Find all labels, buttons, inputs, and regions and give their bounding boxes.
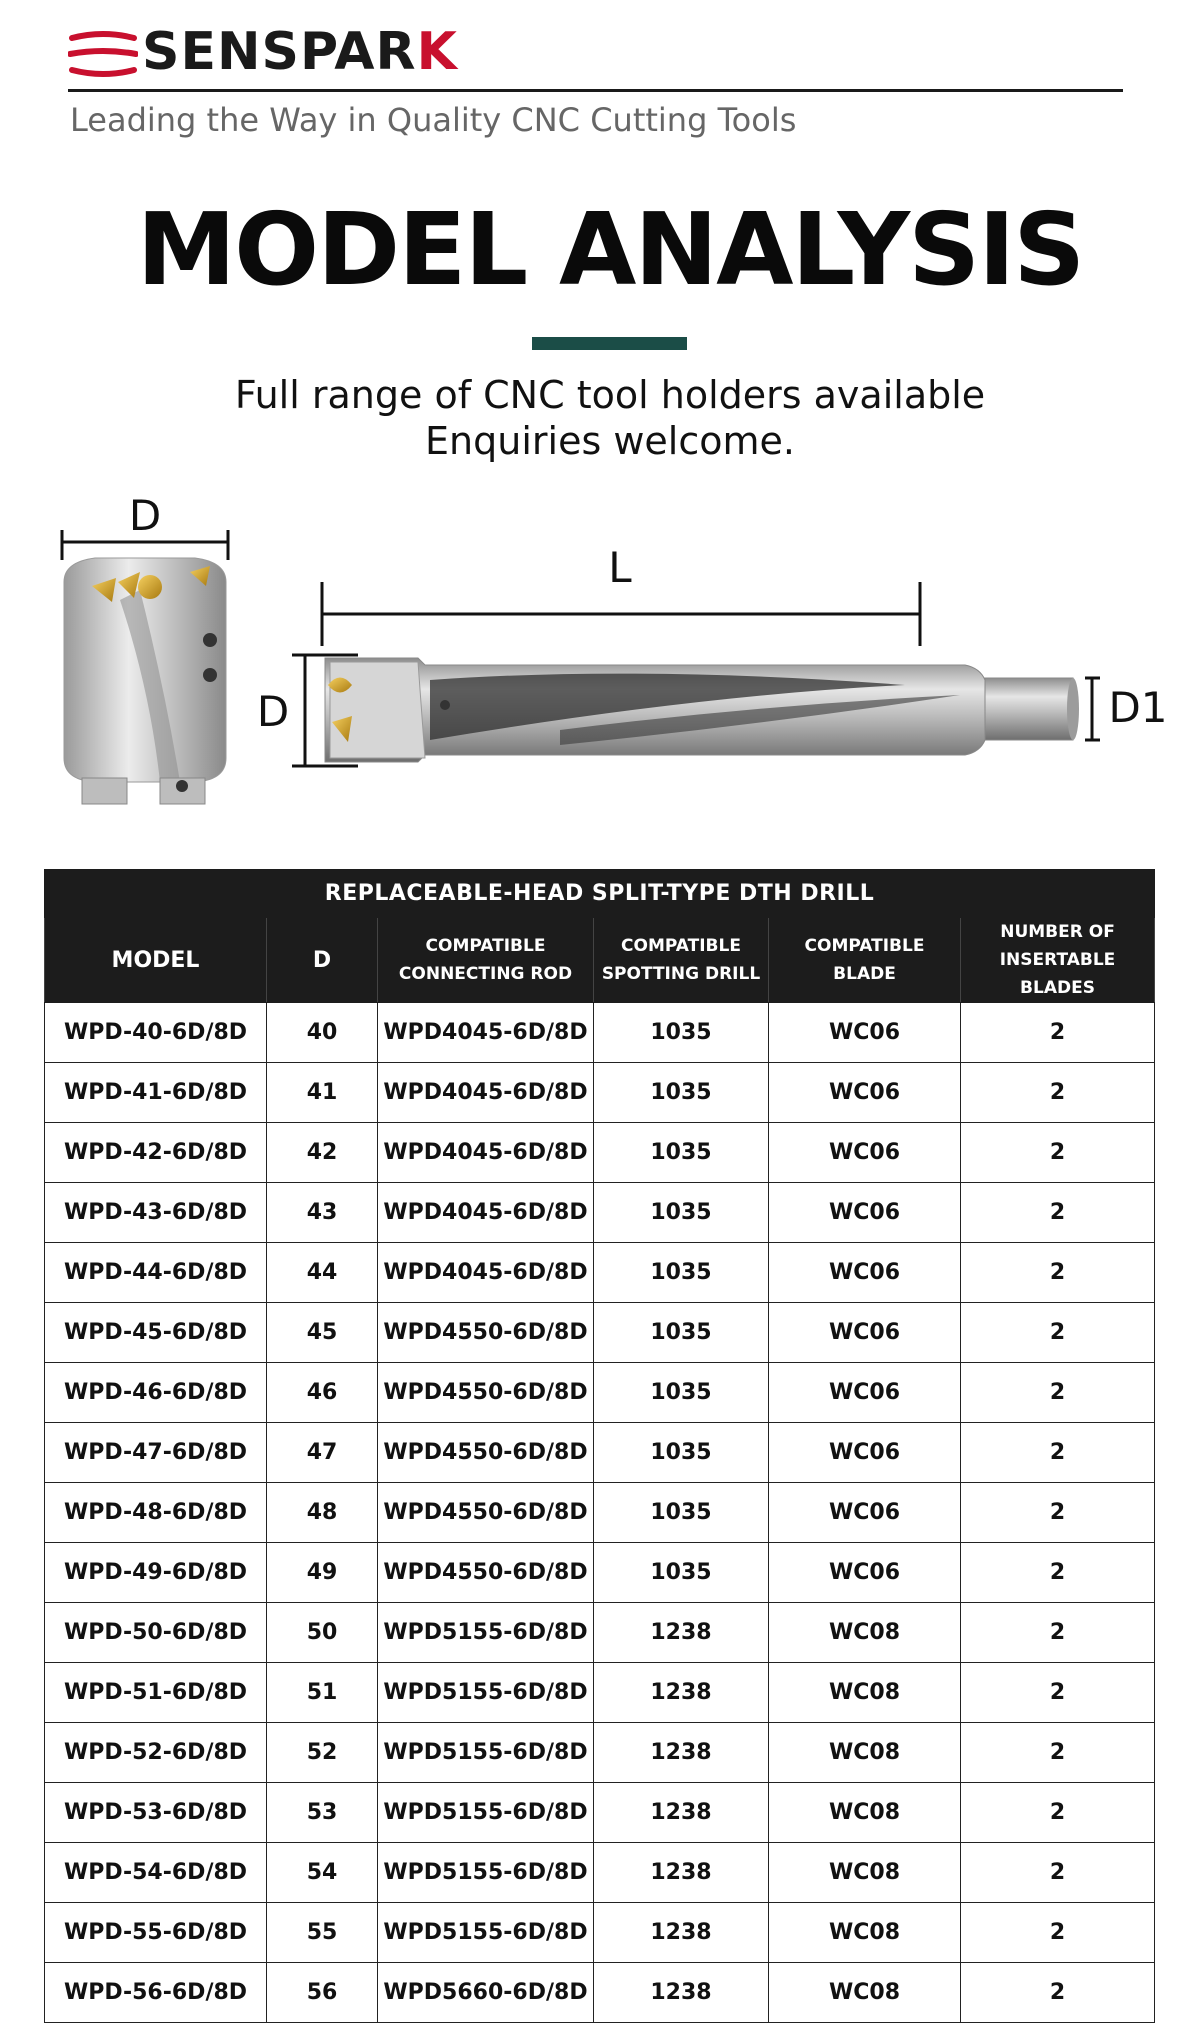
cell-blade: WC06 — [769, 1543, 961, 1603]
cell-rod: WPD5155-6D/8D — [378, 1783, 594, 1843]
cell-spot: 1238 — [594, 1963, 769, 2023]
cell-spot: 1035 — [594, 1363, 769, 1423]
cell-d: 41 — [267, 1063, 378, 1123]
cell-d: 46 — [267, 1363, 378, 1423]
cell-model: WPD-54-6D/8D — [45, 1843, 267, 1903]
cell-spot: 1035 — [594, 1483, 769, 1543]
cell-rod: WPD4550-6D/8D — [378, 1303, 594, 1363]
header-connecting-rod: COMPATIBLE CONNECTING ROD — [378, 918, 594, 1003]
length-label: L — [608, 543, 632, 592]
header-number-of-blades: NUMBER OF INSERTABLE BLADES — [961, 918, 1155, 1003]
subtitle-line-2: Enquiries welcome. — [425, 419, 795, 463]
cell-d: 49 — [267, 1543, 378, 1603]
cell-num: 2 — [961, 1183, 1155, 1243]
table-row — [45, 1423, 1155, 1483]
cell-rod: WPD4045-6D/8D — [378, 1003, 594, 1063]
page-header — [0, 0, 1200, 150]
cell-rod: WPD5155-6D/8D — [378, 1843, 594, 1903]
cell-blade: WC08 — [769, 1663, 961, 1723]
cell-model: WPD-52-6D/8D — [45, 1723, 267, 1783]
header-model: MODEL — [45, 918, 267, 1003]
drill-dimension-diagram — [0, 490, 1200, 810]
table-row — [45, 1063, 1155, 1123]
cell-d: 52 — [267, 1723, 378, 1783]
drill-diameter-label: D — [256, 687, 290, 736]
table-row — [45, 1903, 1155, 1963]
table-row — [45, 1003, 1155, 1063]
drill-body-image — [292, 582, 1100, 766]
cell-blade: WC06 — [769, 1303, 961, 1363]
cell-d: 45 — [267, 1303, 378, 1363]
cell-model: WPD-44-6D/8D — [45, 1243, 267, 1303]
cell-model: WPD-42-6D/8D — [45, 1123, 267, 1183]
cell-rod: WPD4550-6D/8D — [378, 1423, 594, 1483]
cell-spot: 1035 — [594, 1423, 769, 1483]
brand-tagline: Leading the Way in Quality CNC Cutting Tools — [70, 101, 797, 139]
table-row — [45, 1123, 1155, 1183]
cell-num: 2 — [961, 1483, 1155, 1543]
cell-d: 40 — [267, 1003, 378, 1063]
cell-d: 42 — [267, 1123, 378, 1183]
cell-model: WPD-50-6D/8D — [45, 1603, 267, 1663]
cell-d: 47 — [267, 1423, 378, 1483]
cell-model: WPD-56-6D/8D — [45, 1963, 267, 2023]
cell-model: WPD-49-6D/8D — [45, 1543, 267, 1603]
cell-rod: WPD4045-6D/8D — [378, 1183, 594, 1243]
cell-num: 2 — [961, 1063, 1155, 1123]
cell-num: 2 — [961, 1123, 1155, 1183]
cell-spot: 1035 — [594, 1543, 769, 1603]
cell-blade: WC06 — [769, 1003, 961, 1063]
table-row — [45, 1963, 1155, 2023]
cell-model: WPD-43-6D/8D — [45, 1183, 267, 1243]
cell-blade: WC08 — [769, 1723, 961, 1783]
header-blade: COMPATIBLE BLADE — [769, 918, 961, 1003]
cell-blade: WC06 — [769, 1183, 961, 1243]
cell-num: 2 — [961, 1423, 1155, 1483]
table-row — [45, 1543, 1155, 1603]
header-d: D — [267, 918, 378, 1003]
cell-d: 51 — [267, 1663, 378, 1723]
cell-model: WPD-40-6D/8D — [45, 1003, 267, 1063]
cell-spot: 1238 — [594, 1723, 769, 1783]
table-row — [45, 1483, 1155, 1543]
table-row — [45, 1663, 1155, 1723]
cell-spot: 1238 — [594, 1603, 769, 1663]
cell-num: 2 — [961, 1243, 1155, 1303]
cell-d: 43 — [267, 1183, 378, 1243]
cell-num: 2 — [961, 1303, 1155, 1363]
cell-rod: WPD5155-6D/8D — [378, 1603, 594, 1663]
head-diameter-label: D — [128, 491, 162, 540]
cell-rod: WPD4045-6D/8D — [378, 1123, 594, 1183]
cell-model: WPD-55-6D/8D — [45, 1903, 267, 1963]
table-caption: REPLACEABLE-HEAD SPLIT-TYPE DTH DRILL — [45, 870, 1155, 918]
cell-d: 50 — [267, 1603, 378, 1663]
cell-d: 48 — [267, 1483, 378, 1543]
cell-model: WPD-41-6D/8D — [45, 1063, 267, 1123]
cell-model: WPD-48-6D/8D — [45, 1483, 267, 1543]
cell-model: WPD-51-6D/8D — [45, 1663, 267, 1723]
cell-spot: 1035 — [594, 1003, 769, 1063]
cell-blade: WC08 — [769, 1783, 961, 1843]
cell-d: 56 — [267, 1963, 378, 2023]
cell-blade: WC06 — [769, 1363, 961, 1423]
cell-num: 2 — [961, 1723, 1155, 1783]
cell-num: 2 — [961, 1543, 1155, 1603]
title-accent-bar — [532, 337, 687, 350]
cell-spot: 1035 — [594, 1063, 769, 1123]
cell-spot: 1035 — [594, 1123, 769, 1183]
cell-num: 2 — [961, 1003, 1155, 1063]
cell-blade: WC06 — [769, 1243, 961, 1303]
table-row — [45, 1783, 1155, 1843]
header-divider — [68, 89, 1123, 92]
cell-rod: WPD4550-6D/8D — [378, 1543, 594, 1603]
cell-num: 2 — [961, 1963, 1155, 2023]
table-row — [45, 1183, 1155, 1243]
table-row — [45, 1603, 1155, 1663]
cell-rod: WPD5155-6D/8D — [378, 1663, 594, 1723]
cell-rod: WPD5155-6D/8D — [378, 1723, 594, 1783]
shank-diameter-label: D1 — [1108, 683, 1168, 732]
three-red-swoosh-lines-icon — [68, 28, 138, 78]
cell-blade: WC08 — [769, 1603, 961, 1663]
cell-d: 53 — [267, 1783, 378, 1843]
cell-num: 2 — [961, 1843, 1155, 1903]
cell-num: 2 — [961, 1663, 1155, 1723]
cell-blade: WC06 — [769, 1423, 961, 1483]
cell-spot: 1238 — [594, 1843, 769, 1903]
table-row — [45, 1303, 1155, 1363]
subtitle — [0, 372, 1200, 464]
cell-rod: WPD4045-6D/8D — [378, 1243, 594, 1303]
cell-blade: WC06 — [769, 1483, 961, 1543]
page-title: MODEL ANALYSIS — [136, 191, 1084, 308]
cell-model: WPD-53-6D/8D — [45, 1783, 267, 1843]
cell-spot: 1238 — [594, 1783, 769, 1843]
cell-num: 2 — [961, 1903, 1155, 1963]
cell-model: WPD-47-6D/8D — [45, 1423, 267, 1483]
cell-num: 2 — [961, 1603, 1155, 1663]
subtitle-line-1: Full range of CNC tool holders available — [234, 373, 986, 417]
cell-blade: WC08 — [769, 1843, 961, 1903]
cell-d: 44 — [267, 1243, 378, 1303]
cell-spot: 1238 — [594, 1903, 769, 1963]
drill-head-image — [62, 530, 228, 804]
table-row — [45, 1363, 1155, 1423]
table-row — [45, 1843, 1155, 1903]
cell-rod: WPD4550-6D/8D — [378, 1363, 594, 1423]
brand-logo-text: SENSPARK — [142, 22, 458, 82]
cell-num: 2 — [961, 1363, 1155, 1423]
cell-rod: WPD4045-6D/8D — [378, 1063, 594, 1123]
cell-spot: 1035 — [594, 1243, 769, 1303]
cell-blade: WC08 — [769, 1963, 961, 2023]
cell-rod: WPD5660-6D/8D — [378, 1963, 594, 2023]
cell-blade: WC06 — [769, 1063, 961, 1123]
cell-d: 55 — [267, 1903, 378, 1963]
cell-model: WPD-45-6D/8D — [45, 1303, 267, 1363]
cell-d: 54 — [267, 1843, 378, 1903]
cell-blade: WC06 — [769, 1123, 961, 1183]
table-row — [45, 1723, 1155, 1783]
table-row — [45, 1243, 1155, 1303]
cell-num: 2 — [961, 1783, 1155, 1843]
cell-spot: 1035 — [594, 1183, 769, 1243]
cell-blade: WC08 — [769, 1903, 961, 1963]
spec-table — [44, 869, 1155, 2023]
cell-spot: 1035 — [594, 1303, 769, 1363]
cell-model: WPD-46-6D/8D — [45, 1363, 267, 1423]
header-spotting-drill: COMPATIBLE SPOTTING DRILL — [594, 918, 769, 1003]
cell-rod: WPD5155-6D/8D — [378, 1903, 594, 1963]
cell-spot: 1238 — [594, 1663, 769, 1723]
cell-rod: WPD4550-6D/8D — [378, 1483, 594, 1543]
